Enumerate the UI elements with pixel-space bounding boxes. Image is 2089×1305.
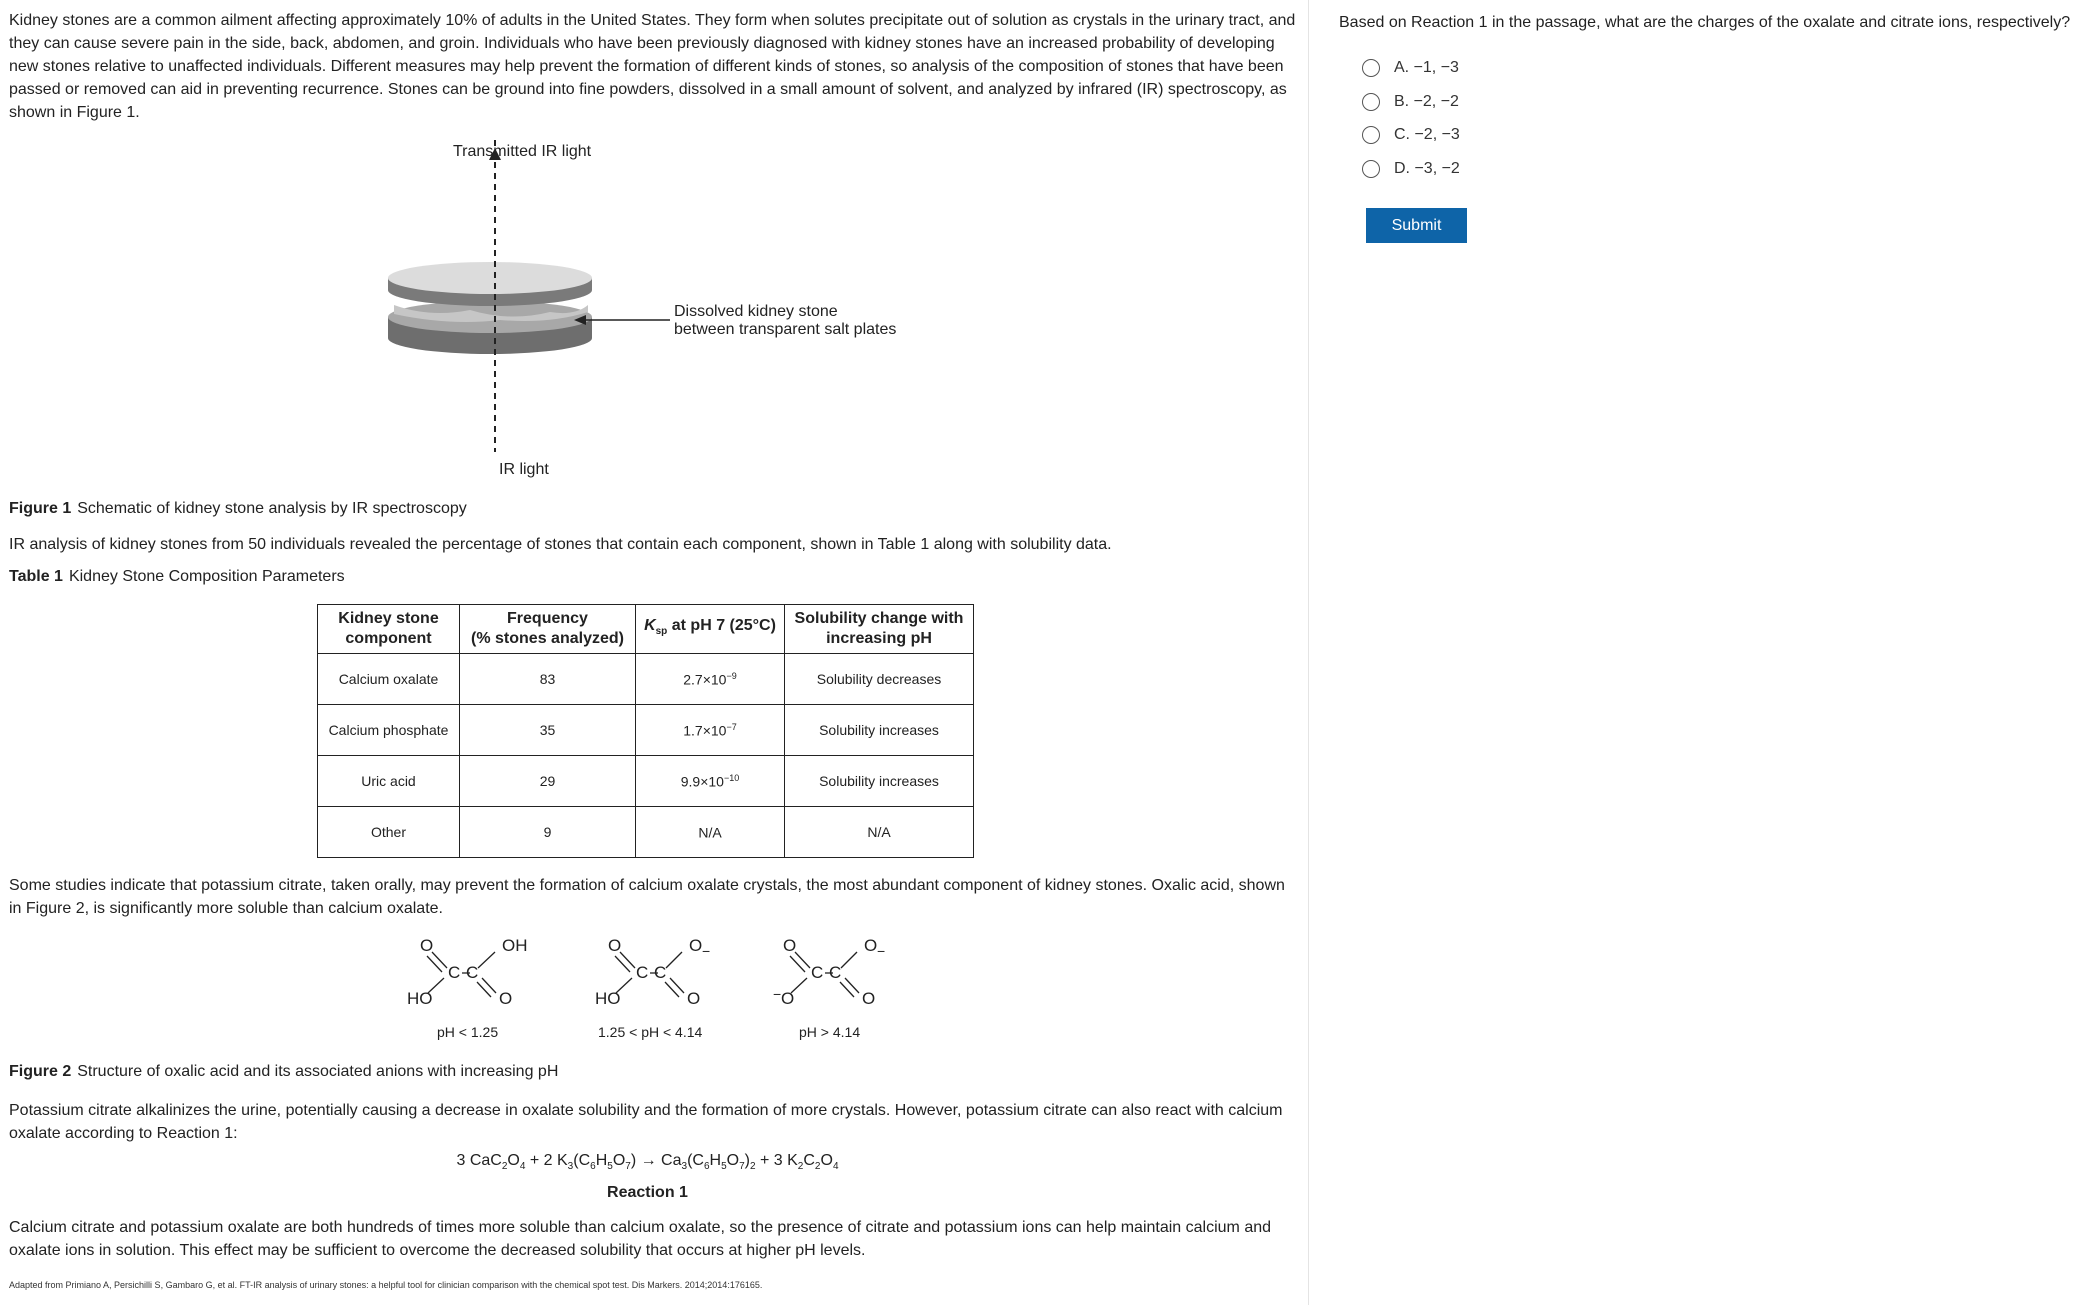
radio-button-b[interactable] <box>1362 93 1380 111</box>
cell-frequency: 83 <box>460 654 636 705</box>
figure-2 <box>380 930 920 1042</box>
header-solubility-line1: Solubility change with <box>794 610 964 627</box>
passage-paragraph-5: Calcium citrate and potassium oxalate are both hundreds of times more soluble than calcium oxalate, so the presence of citrate and potassium ions can help maintain calcium and oxalate ions in solution. This effect may be sufficient to overcome the decreased solubility that occurs at higher pH levels. <box>9 1219 1272 1259</box>
atom-o: O <box>499 989 513 1008</box>
table-1-caption-text: Kidney Stone Composition Parameters <box>68 568 345 585</box>
cell-ksp <box>636 705 785 756</box>
cell-solubility: N/A <box>785 807 974 858</box>
table-row <box>318 654 974 705</box>
atom-o: O <box>608 936 622 955</box>
header-frequency-line2: (% stones analyzed) <box>471 630 624 647</box>
choice-d-label[interactable]: D. −3, −2 <box>1394 160 1460 177</box>
atom-c: C <box>829 963 842 982</box>
atom-c: C <box>654 963 667 982</box>
table-header-row <box>318 605 974 654</box>
atom-o: O <box>420 936 434 955</box>
submit-button[interactable]: Submit <box>1366 208 1467 243</box>
header-component-line2: component <box>345 630 432 647</box>
reaction-1-label: Reaction 1 <box>607 1184 688 1201</box>
atom-c: C <box>636 963 649 982</box>
table-row <box>318 705 974 756</box>
header-solubility-line2: increasing pH <box>826 630 932 647</box>
atom-o: O <box>781 989 795 1008</box>
upper-plate-top <box>388 262 592 294</box>
header-ksp <box>636 605 785 654</box>
choice-b[interactable] <box>1362 89 1459 115</box>
table-row <box>318 807 974 858</box>
cell-component: Calcium phosphate <box>318 705 460 756</box>
table-row <box>318 756 974 807</box>
header-solubility <box>785 605 974 654</box>
ph-label-3: pH > 4.14 <box>799 1024 861 1040</box>
ksp-base: N/A <box>698 824 722 841</box>
header-frequency-line1: Frequency <box>507 610 588 627</box>
citation: Adapted from Primiano A, Persichilli S, Gambaro G, et al. FT-IR analysis of urinary stones: a helpful tool for clinician comparison with the chemical spot test. Dis Markers. 2014;2014:176165. <box>9 1280 763 1290</box>
radio-button-d[interactable] <box>1362 160 1380 178</box>
ksp-exponent: −10 <box>723 772 740 783</box>
figure-1 <box>380 140 940 490</box>
choice-c-label[interactable]: C. −2, −3 <box>1394 126 1460 143</box>
atom-c: C <box>811 963 824 982</box>
charge-minus: − <box>877 943 886 959</box>
passage-paragraph-3: Some studies indicate that potassium citrate, taken orally, may prevent the formation of calcium oxalate crystals, the most abundant component of kidney stones. Oxalic acid, shown in Figure 2, is significantly more soluble than calcium oxalate. <box>9 877 1285 917</box>
ksp-base: 1.7×10 <box>683 722 727 739</box>
figure-1-caption-text: Schematic of kidney stone analysis by IR spectroscopy <box>77 500 467 517</box>
ksp-symbol: K <box>644 616 656 634</box>
atom-c: C <box>466 963 479 982</box>
atom-o: O <box>864 936 878 955</box>
cell-solubility: Solubility decreases <box>785 654 974 705</box>
figure-2-caption <box>9 1061 558 1083</box>
cell-component: Other <box>318 807 460 858</box>
dissolved-stone-label-line2: between transparent salt plates <box>674 321 897 338</box>
ksp-base: 2.7×10 <box>683 671 727 688</box>
choice-a[interactable] <box>1362 55 1459 81</box>
header-component-line1: Kidney stone <box>338 610 439 627</box>
ir-light-label: IR light <box>499 461 549 478</box>
composition-table <box>317 604 974 858</box>
passage-paragraph-1: Kidney stones are a common ailment affecting approximately 10% of adults in the United States. They form when solutes precipitate out of solution as crystals in the urinary tract, and they can cause severe pain in the side, back, abdomen, and groin. Individuals who have been previously diagnosed with kidney stones have an increased probability of developing new stones relative to unaffected individuals. Different measures may help prevent the formation of different kinds of stones, so analysis of the composition of stones that have been passed or removed can aid in preventing recurrence. Stones can be ground into fine powders, dissolved in a small amount of solvent, and analyzed by infrared (IR) spectroscopy, as shown in Figure 1. <box>9 12 1296 121</box>
atom-c: C <box>448 963 461 982</box>
choice-b-label[interactable]: B. −2, −2 <box>1394 93 1459 110</box>
dissolved-stone-label <box>674 303 896 339</box>
atom-ho: HO <box>407 989 433 1008</box>
question-pane <box>1309 0 2089 1305</box>
cell-solubility: Solubility increases <box>785 756 974 807</box>
cell-component: Calcium oxalate <box>318 654 460 705</box>
atom-o: O <box>689 936 703 955</box>
figure-1-caption-number: Figure 1 <box>9 500 72 517</box>
cell-ksp <box>636 756 785 807</box>
cell-solubility: Solubility increases <box>785 705 974 756</box>
cell-component: Uric acid <box>318 756 460 807</box>
choice-c[interactable] <box>1362 122 1460 148</box>
reaction-1-equation: 3 $CaC_2O_4 + 2$ $K_3(C_6H_5O_7) \to Ca_3(C_6H_5O_7)_2 + 3$ $K_2C_2O_4$ <box>456 1152 839 1173</box>
passage-paragraph-4: Potassium citrate alkalinizes the urine, potentially causing a decrease in oxalate solubility and the formation of more crystals. However, potassium citrate can also react with calcium oxalate according to Reaction 1: <box>9 1102 1283 1142</box>
cell-ksp <box>636 654 785 705</box>
transmitted-ir-label: Transmitted IR light <box>453 143 592 160</box>
table-1-caption <box>9 566 345 588</box>
choice-d[interactable] <box>1362 156 1460 182</box>
choice-a-label[interactable]: A. −1, −3 <box>1394 59 1459 76</box>
cell-frequency: 35 <box>460 705 636 756</box>
cell-frequency: 9 <box>460 807 636 858</box>
table-1-caption-number: Table 1 <box>9 568 63 585</box>
dissolved-stone-label-line1: Dissolved kidney stone <box>674 303 838 320</box>
atom-o: O <box>783 936 797 955</box>
radio-button-a[interactable] <box>1362 59 1380 77</box>
ksp-base: 9.9×10 <box>680 773 724 790</box>
passage-paragraph-2: IR analysis of kidney stones from 50 individuals revealed the percentage of stones that contain each component, shown in Table 1 along with solubility data. <box>9 536 1112 553</box>
ph-label-1: pH < 1.25 <box>437 1024 499 1040</box>
charge-minus: − <box>702 943 711 959</box>
ksp-exponent: −9 <box>726 670 737 681</box>
ksp-subscript: sp <box>655 626 668 638</box>
cell-frequency: 29 <box>460 756 636 807</box>
header-component <box>318 605 460 654</box>
atom-o: O <box>862 989 876 1008</box>
ph-label-2: 1.25 < pH < 4.14 <box>598 1024 703 1040</box>
question-text: Based on Reaction 1 in the passage, what are the charges of the oxalate and citrate ions, respectively? <box>1339 14 2071 31</box>
header-frequency <box>460 605 636 654</box>
figure-2-caption-text: Structure of oxalic acid and its associated anions with increasing pH <box>77 1063 559 1080</box>
atom-oh: OH <box>502 936 528 955</box>
figure-1-caption <box>9 498 467 520</box>
figure-2-caption-number: Figure 2 <box>9 1063 72 1080</box>
radio-button-c[interactable] <box>1362 126 1380 144</box>
charge-minus: − <box>773 986 782 1002</box>
atom-o: O <box>687 989 701 1008</box>
cell-ksp <box>636 807 785 858</box>
ksp-rest: at pH 7 (25°C) <box>667 616 776 634</box>
ksp-exponent: −7 <box>726 721 737 732</box>
atom-ho: HO <box>595 989 621 1008</box>
